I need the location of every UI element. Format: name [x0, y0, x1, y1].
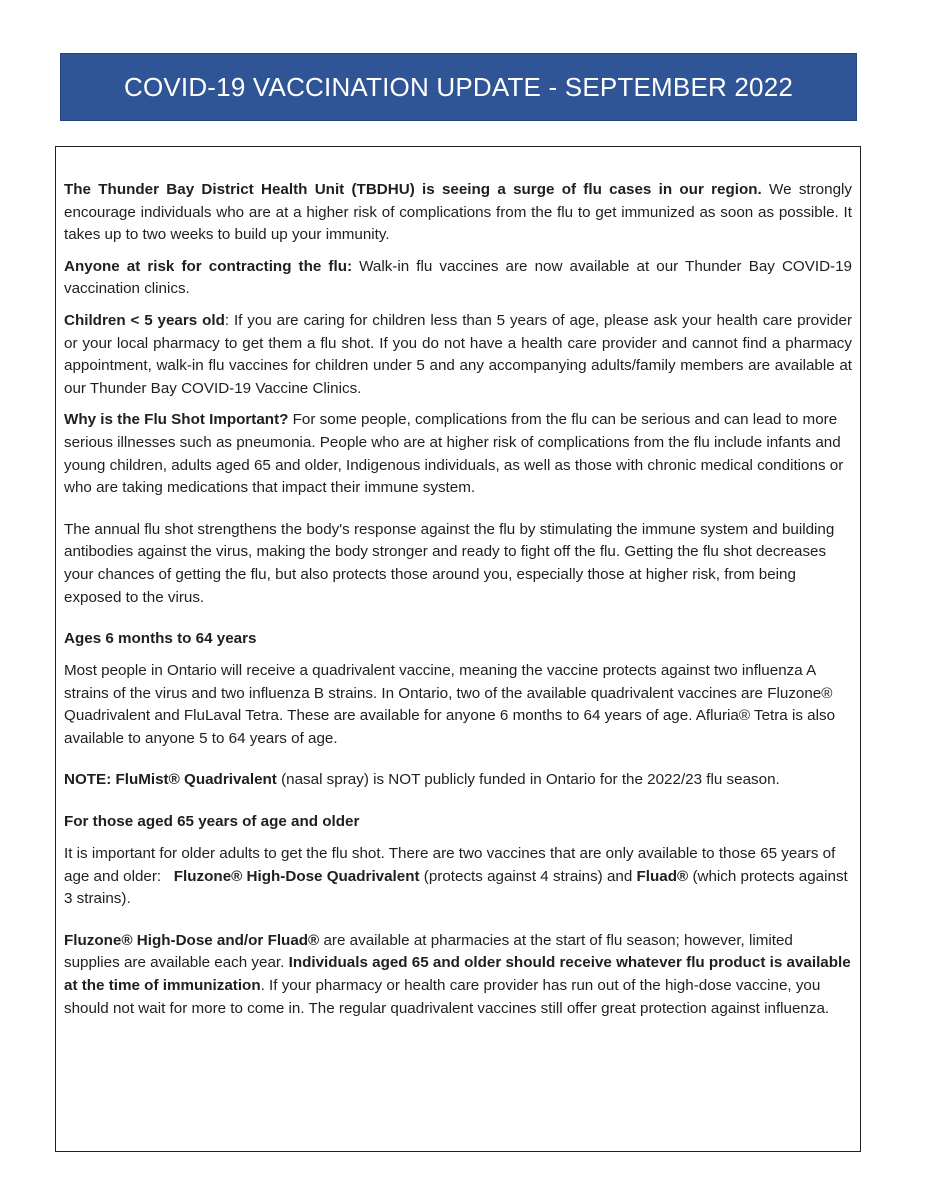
high-dose-text-1: are available at pharmacies at the start of flu season; however, limited supplies are available each year.: [64, 931, 793, 972]
page-title: COVID-19 VACCINATION UPDATE - SEPTEMBER 2022: [123, 71, 794, 102]
older-adults-text-2: (protects against 4 strains) and: [419, 867, 637, 885]
children-paragraph: [64, 310, 852, 400]
section-heading-6mo-64y: Ages 6 months to 64 years: [64, 630, 257, 648]
intro-paragraph: [64, 179, 852, 247]
children-text: : If you are caring for children less than 5 years of age, please ask your health care provider or your local pharmacy to get them a flu shot. If you do not have a health care provider and cannot find a pharmacy appointment, walk-in flu vaccines for children under 5 and any accompanying adults/family members are available at our Thunder Bay COVID-19 Vaccine Clinics.: [64, 311, 852, 397]
intro-bold: The Thunder Bay District Health Unit (TBDHU) is seeing a surge of flu cases in our region.: [64, 181, 762, 198]
why-important-paragraph: [64, 409, 852, 499]
individuals-65-bold: Individuals aged 65 and older should receive whatever flu product is available at the time of immunization: [64, 954, 851, 995]
section-heading-65-plus: For those aged 65 years of age and older: [64, 813, 360, 831]
high-dose-bold: Fluzone® High-Dose and/or Fluad®: [64, 931, 320, 949]
quadrivalent-text: Most people in Ontario will receive a quadrivalent vaccine, meaning the vaccine protects against two influenza A strains of the virus and two influenza B strains. In Ontario, two of the available quadrivalent vaccines are Fluzone® Quadrivalent and FluLaval Tetra. These are available for anyone 6 months to 64 years of age. Afluria® Tetra is also available to anyone 5 to 64 years of age.: [64, 662, 836, 747]
anyone-at-risk-paragraph: [64, 256, 852, 301]
older-adults-paragraph: [64, 843, 852, 911]
older-adults-text-3: (which protects against 3 strains).: [64, 867, 848, 908]
anyone-at-risk-bold: Anyone at risk for contracting the flu:: [64, 257, 353, 275]
why-important-bold: Why is the Flu Shot Important?: [64, 411, 289, 429]
intro-text: We strongly encourage individuals who are at a higher risk of complications from the flu to get immunized as soon as possible. It takes up to two weeks to build up your immunity.: [64, 181, 852, 244]
fluzone-hd-bold: Fluzone® High-Dose Quadrivalent: [173, 867, 420, 885]
high-dose-text-2: . If your pharmacy or health care provider has run out of the high-dose vaccine, you should not wait for more to come in. The regular quadrivalent vaccines still offer great protection against influenza.: [64, 977, 830, 1017]
flumist-note-bold: NOTE: FluMist® Quadrivalent: [64, 771, 277, 789]
flumist-note-paragraph: [64, 769, 852, 792]
annual-flu-shot-paragraph: [64, 519, 852, 609]
annual-flu-shot-text: The annual flu shot strengthens the body's response against the flu by stimulating the immune system and building antibodies against the virus, making the body stronger and ready to fight off the flu. Getting the flu shot decreases your chances of getting the flu, but also protects those around you, especially those at higher risk, from being exposed to the virus.: [64, 520, 835, 606]
children-bold: Children < 5 years old: [64, 311, 225, 329]
title-banner: [60, 53, 857, 121]
quadrivalent-paragraph: [64, 660, 852, 750]
high-dose-availability-paragraph: [64, 930, 852, 1020]
why-important-text: For some people, complications from the flu can be serious and can lead to more serious illnesses such as pneumonia. People who are at higher risk of complications from the flu include infants and young children, adults aged 65 and older, Indigenous individuals, as well as those with chronic medical conditions or who are taking medications that impact their immune system.: [64, 411, 844, 497]
content-box: [55, 146, 861, 1152]
anyone-at-risk-text: Walk-in flu vaccines are now available at our Thunder Bay COVID-19 vaccination clinics.: [64, 257, 852, 298]
flumist-note-text: (nasal spray) is NOT publicly funded in Ontario for the 2022/23 flu season.: [276, 771, 780, 789]
fluad-bold: Fluad®: [636, 867, 689, 885]
older-adults-text-1: It is important for older adults to get the flu shot. There are two vaccines that are only available to those 65 years of age and older:: [64, 845, 840, 885]
